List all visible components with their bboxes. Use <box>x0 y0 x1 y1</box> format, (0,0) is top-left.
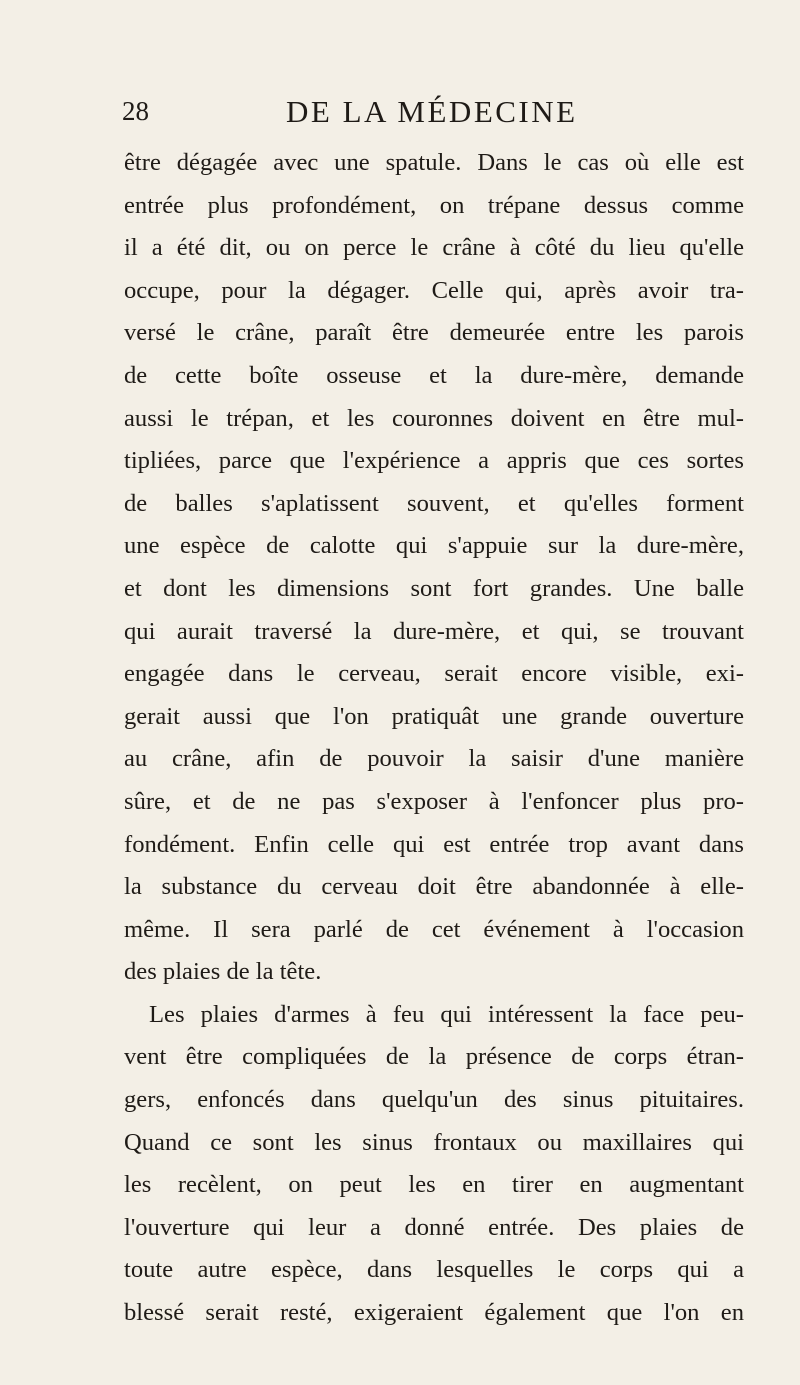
text-line: sûre, et de ne pas s'exposer à l'enfoncer plus pro- <box>124 787 744 815</box>
text-line: la substance du cerveau doit être abandonnée à elle- <box>124 873 744 901</box>
text-line: une espèce de calotte qui s'appuie sur la dure-mère, <box>124 532 744 560</box>
text-line: vent être compliquées de la présence de corps étran- <box>124 1043 744 1071</box>
text-line: qui aurait traversé la dure-mère, et qui, se trouvant <box>124 617 744 645</box>
text-line: tipliées, parce que l'expérience a appris que ces sortes <box>124 447 744 475</box>
body-text <box>124 142 744 1335</box>
text-line: il a été dit, ou on perce le crâne à côté du lieu qu'elle <box>124 234 744 262</box>
page-number: 28 <box>122 96 149 126</box>
text-line: au crâne, afin de pouvoir la saisir d'une manière <box>124 745 744 773</box>
text-line: Quand ce sont les sinus frontaux ou maxillaires qui <box>124 1128 744 1156</box>
text-line: gerait aussi que l'on pratiquât une grande ouverture <box>124 702 744 730</box>
text-line: Les plaies d'armes à feu qui intéressent la face peu- <box>149 1000 744 1028</box>
text-line: et dont les dimensions sont fort grandes. Une balle <box>124 574 744 602</box>
text-line: de balles s'aplatissent souvent, et qu'elles forment <box>124 489 744 517</box>
text-line: toute autre espèce, dans lesquelles le corps qui a <box>124 1256 744 1284</box>
text-line: blessé serait resté, exigeraient également que l'on en <box>124 1299 744 1327</box>
text-line: l'ouverture qui leur a donné entrée. Des plaies de <box>124 1213 744 1241</box>
text-line: de cette boîte osseuse et la dure-mère, demande <box>124 361 744 389</box>
text-line: engagée dans le cerveau, serait encore visible, exi- <box>124 660 744 688</box>
text-line: être dégagée avec une spatule. Dans le cas où elle est <box>124 149 744 176</box>
text-line: occupe, pour la dégager. Celle qui, après avoir tra- <box>124 276 744 304</box>
text-line: gers, enfoncés dans quelqu'un des sinus pituitaires. <box>124 1086 744 1114</box>
text-line: entrée plus profondément, on trépane dessus comme <box>124 191 744 219</box>
text-line: aussi le trépan, et les couronnes doivent en être mul- <box>124 404 744 432</box>
text-line: versé le crâne, paraît être demeurée entre les parois <box>124 319 744 347</box>
text-line: même. Il sera parlé de cet événement à l'occasion <box>124 915 744 943</box>
text-line: fondément. Enfin celle qui est entrée trop avant dans <box>124 830 744 858</box>
running-head: DE LA MÉDECINE <box>286 94 578 129</box>
text-line: les recèlent, on peut les en tirer en augmentant <box>124 1171 744 1199</box>
text-line: des plaies de la tête. <box>124 958 322 986</box>
